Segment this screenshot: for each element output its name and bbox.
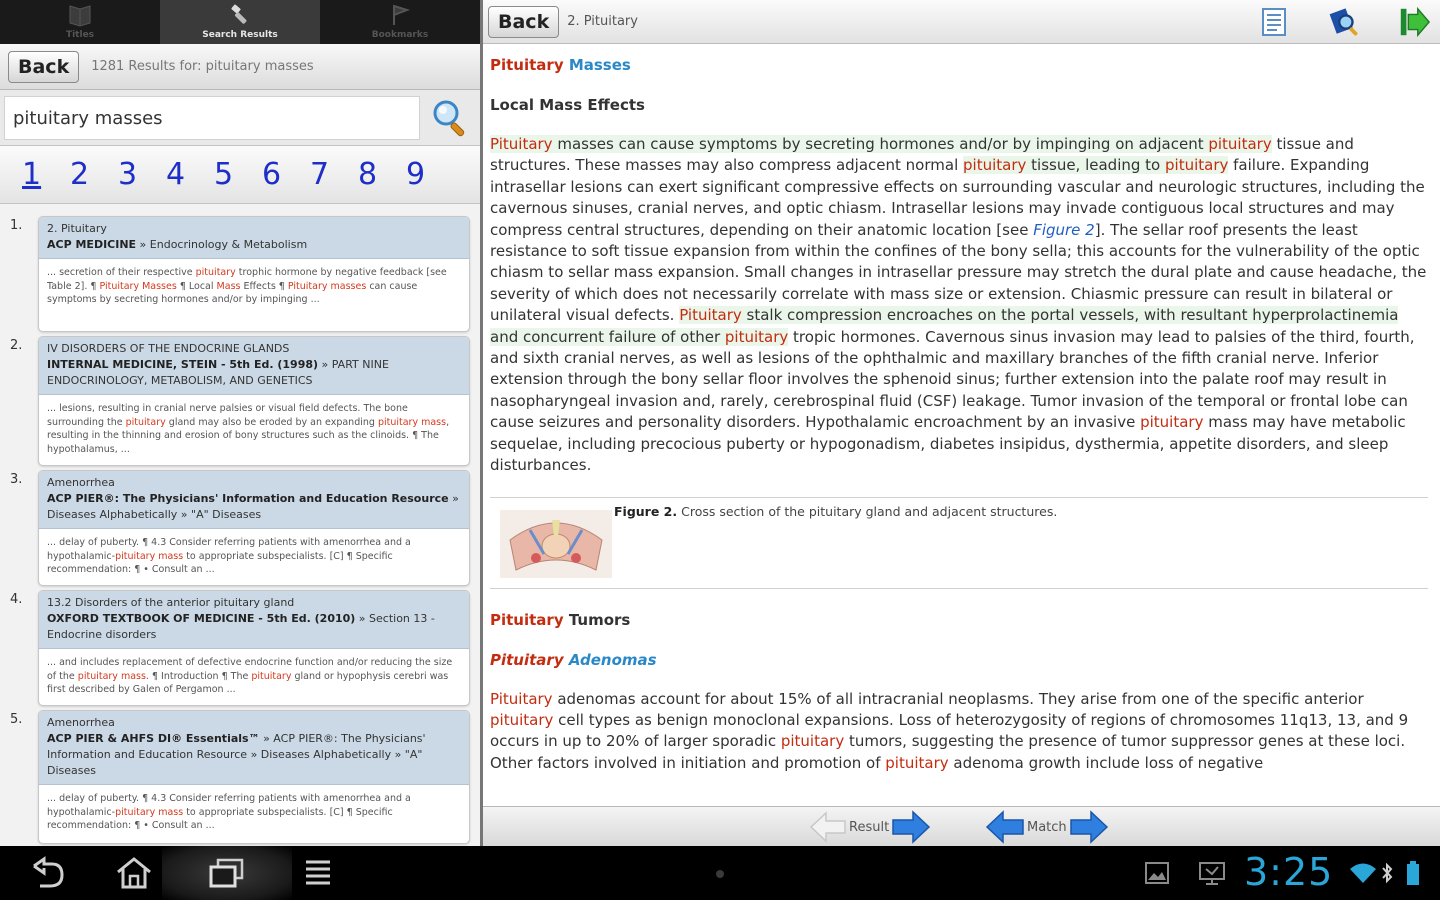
result-index: 2. — [10, 338, 23, 353]
left-header — [0, 44, 480, 90]
article-body — [483, 44, 1440, 806]
heading-highlight: Pituitary — [490, 650, 564, 669]
flashlight-icon — [227, 3, 253, 27]
tab-bookmarks[interactable] — [320, 0, 480, 44]
result-source: ACP MEDICINE — [47, 238, 137, 251]
wifi-icon — [1349, 861, 1377, 885]
result-title: Amenorrhea — [47, 716, 115, 729]
page-link-6[interactable]: 6 — [262, 157, 282, 192]
result-index: 3. — [10, 472, 23, 487]
article-header — [483, 0, 1440, 44]
search-input[interactable] — [4, 96, 420, 140]
tab-search-results[interactable] — [160, 0, 320, 44]
forward-button[interactable] — [1397, 6, 1431, 38]
section-heading-pituitary-masses — [490, 56, 1428, 74]
result-source: OXFORD TEXTBOOK OF MEDICINE - 5th Ed. (2010) — [47, 612, 356, 625]
result-header — [39, 591, 469, 649]
tab-search-results-label: Search Results — [202, 30, 278, 40]
result-source-path: » Diseases Alphabetically » "A" Diseases — [47, 492, 459, 521]
page-link-8[interactable]: 8 — [358, 157, 378, 192]
result-snippet: ... lesions, resulting in cranial nerve palsies or visual field defects. The bone surrounding the pituitary gland may also be eroded by an expanding pituitary mass, resulting in the thinning and erosion of bony structures such as the clinoids. ¶ The hypothalamus, ... — [47, 403, 450, 455]
result-nav-label: Result — [849, 819, 890, 835]
page-link-2[interactable]: 2 — [70, 157, 90, 192]
left-tab-bar — [0, 0, 480, 44]
result-title: Amenorrhea — [47, 476, 115, 489]
pituitary-cross-section-thumbnail — [500, 510, 612, 578]
page-link-9[interactable]: 9 — [406, 157, 426, 192]
search-document-icon — [1327, 6, 1361, 38]
result-snippet: ... delay of puberty. ¶ 4.3 Consider referring patients with amenorrhea and a hypothalamic-pituitary mass to appropriate subspecialists. [C] ¶ Specific recommendation: ¶ • Consult an ... — [47, 793, 411, 831]
heading-term: Masses — [568, 56, 631, 74]
result-title: 13.2 Disorders of the anterior pituitary gland — [47, 596, 295, 609]
battery-icon — [1405, 860, 1421, 886]
section-heading-pituitary-adenomas — [490, 651, 1428, 669]
result-snippet: ... secretion of their respective pituitary trophic hormone by negative feedback [see Table 2]. ¶ Pituitary Masses ¶ Local Mass Effects ¶ Pituitary masses can cause symptoms by secreting hormones and/or by impinging ... — [47, 267, 447, 305]
result-card[interactable] — [38, 336, 470, 466]
recent-apps-icon — [206, 856, 246, 890]
figure-2[interactable] — [490, 497, 1428, 589]
result-header — [39, 337, 469, 395]
results-pager — [0, 146, 480, 204]
result-title: IV DISORDERS OF THE ENDOCRINE GLANDS — [47, 342, 290, 355]
search-results-pane — [0, 0, 480, 846]
tab-titles[interactable] — [0, 0, 160, 44]
article-pane — [483, 0, 1440, 846]
article-paragraph-1: Pituitary masses can cause symptoms by secreting hormones and/or by impinging on adjacent pituitary tissue and structures. These masses may also compress adjacent normal pituitary tissue, leading to pituitary failure. Expanding intrasellar lesions can exert significant compressive effects on surrounding vascular and neurologic structures, including the cavernous sinuses, cranial nerves, and optic chiasm. Intrasellar lesions may invade contiguous local structures and may compress central structures, depending on their anatomic location [see Figure 2]. The sellar roof presents the least resistance to soft tissue expansion from within the confines of the bony sella; this accounts for the vulnerability of the optic chiasm to sellar mass expansion. Small changes in intrasellar pressure may stretch the dural plate and cause headache, the severity of which does not necessarily correlate with mass size or extension. Chiasmic pressure can result in bilateral or unilateral visual defects. Pituitary stalk compression encroaches on the portal vessels, with resultant hyperprolactinemia and concurrent failure of other pituitary tropic hormones. Cavernous sinus invasion may lead to palsies of the third, fourth, and sixth cranial nerves, as well as lesions of the ophthalmic and maxillary branches of the fifth cranial nerve. Inferior extension through the bony sellar floor involves the sphenoid sinus; further extension into the palate roof may result in nasopharyngeal invasion and, rarely, cerebrospinal fluid (CSF) leakage. Tumor invasion of the temporal or frontal lobe can cause seizures and personality disorders. Hypothalamic encroachment by an invasive pituitary mass may have metabolic sequelae, including precocious puberty or hypogonadism, diabetes insipidus, dysthermia, appetite disorders, and sleep disturbances. — [490, 135, 1427, 475]
subheading-local-mass-effects: Local Mass Effects — [490, 96, 645, 114]
result-source: ACP PIER & AHFS DI® Essentials™ — [47, 732, 260, 745]
heading-term: Adenomas — [568, 650, 657, 669]
result-snippet: ... and includes replacement of defective endocrine function and/or reducing the size of the pituitary mass. ¶ Introduction ¶ The pituitary gland or hypophysis cerebri was first described by Galen of Pergamon ... — [47, 657, 453, 695]
result-card[interactable] — [38, 470, 470, 586]
result-source-path: » Section 13 - Endocrine disorders — [47, 612, 435, 641]
section-heading-pituitary-tumors — [490, 611, 1428, 629]
result-header — [39, 711, 469, 785]
result-source-path: » Endocrinology & Metabolism — [136, 238, 308, 251]
result-nav — [809, 809, 931, 845]
left-back-button[interactable]: Back — [8, 51, 79, 83]
result-source: ACP PIER®: The Physicians' Information and Education Resource — [47, 492, 449, 505]
result-header — [39, 217, 469, 259]
book-icon — [67, 3, 93, 27]
heading-highlight: Pituitary — [490, 56, 564, 74]
bookmark-flag-icon — [387, 3, 413, 27]
next-match-arrow-icon[interactable] — [1069, 810, 1109, 844]
page-link-1[interactable]: 1 — [22, 157, 42, 192]
result-card[interactable] — [38, 710, 470, 844]
page-link-3[interactable]: 3 — [118, 157, 138, 192]
result-header — [39, 471, 469, 529]
system-navigation-bar — [0, 846, 1440, 900]
page-link-7[interactable]: 7 — [310, 157, 330, 192]
status-dot — [716, 870, 724, 878]
result-snippet: ... delay of puberty. ¶ 4.3 Consider referring patients with amenorrhea and a hypothalamic-pituitary mass to appropriate subspecialists. [C] ¶ Specific recommendation: ¶ • Consult an ... — [47, 537, 411, 575]
system-menu-button[interactable] — [288, 853, 348, 893]
find-in-document-button[interactable] — [1327, 6, 1361, 38]
home-icon — [114, 856, 154, 890]
forward-green-arrow-icon — [1397, 6, 1431, 38]
heading-highlight: Pituitary — [490, 610, 564, 629]
article-back-button[interactable]: Back — [488, 6, 559, 38]
result-index: 1. — [10, 218, 23, 233]
battery-status — [1402, 859, 1424, 887]
result-card[interactable] — [38, 216, 470, 332]
heading-term: Tumors — [568, 610, 631, 629]
page-link-4[interactable]: 4 — [166, 157, 186, 192]
previous-result-arrow-icon[interactable] — [809, 810, 847, 844]
monitor-icon — [1197, 860, 1227, 886]
results-count-text: 1281 Results for: pituitary masses — [91, 59, 314, 74]
bluetooth-status — [1380, 859, 1394, 887]
document-list-icon — [1258, 7, 1290, 37]
match-nav-label: Match — [1027, 819, 1067, 835]
figure-label: Figure 2. — [614, 503, 678, 519]
next-result-arrow-icon[interactable] — [891, 810, 931, 844]
magnifier-icon — [430, 98, 470, 138]
system-back-button[interactable] — [16, 853, 76, 893]
tab-bookmarks-label: Bookmarks — [371, 30, 429, 40]
figure-caption-text: Cross section of the pituitary gland and adjacent structures. — [677, 503, 1058, 519]
system-clock[interactable]: 3:25 — [1244, 850, 1334, 894]
back-arrow-icon — [26, 856, 66, 890]
wifi-status — [1348, 859, 1378, 887]
result-card[interactable] — [38, 590, 470, 706]
gallery-notification[interactable] — [1142, 859, 1172, 887]
result-match-navigation — [483, 806, 1440, 846]
match-nav — [985, 809, 1109, 845]
result-index: 4. — [10, 592, 23, 607]
result-source-path: » ACP PIER®: The Physicians' Information and Education Resource » Diseases Alphabetically » "A" Diseases — [47, 732, 426, 777]
figure-caption — [614, 504, 1057, 519]
page-link-5[interactable]: 5 — [214, 157, 234, 192]
bluetooth-icon — [1381, 861, 1393, 885]
tab-titles-label: Titles — [65, 30, 95, 40]
results-list — [0, 206, 480, 846]
search-bar — [0, 90, 480, 146]
result-source: INTERNAL MEDICINE, STEIN - 5th Ed. (1998) — [47, 358, 319, 371]
result-title: 2. Pituitary — [47, 222, 107, 235]
contents-button[interactable] — [1257, 6, 1291, 38]
search-button[interactable] — [428, 96, 472, 140]
result-source-path: » PART NINE ENDOCRINOLOGY, METABOLISM, AND GENETICS — [47, 358, 389, 387]
article-paragraph-2: Pituitary adenomas account for about 15% of all intracranial neoplasms. They arise from one of the specific anterior pituitary cell types as benign monoclonal expansions. Loss of heterozygosity of regions of chromosomes 11q13, 13, and 9 occurs in up to 20% of larger sporadic pituitary tumors, suggesting the presence of tumor suppressor genes at these loci. Other factors involved in initiation and promotion of pituitary adenoma growth include loss of negative — [490, 689, 1409, 772]
picture-icon — [1143, 860, 1171, 886]
screenshot-notification[interactable] — [1196, 859, 1228, 887]
system-home-button[interactable] — [104, 853, 164, 893]
system-recent-apps-button[interactable] — [196, 853, 256, 893]
result-index: 5. — [10, 712, 23, 727]
breadcrumb: 2. Pituitary — [567, 14, 638, 29]
previous-match-arrow-icon[interactable] — [985, 810, 1025, 844]
menu-lines-icon — [298, 856, 338, 890]
